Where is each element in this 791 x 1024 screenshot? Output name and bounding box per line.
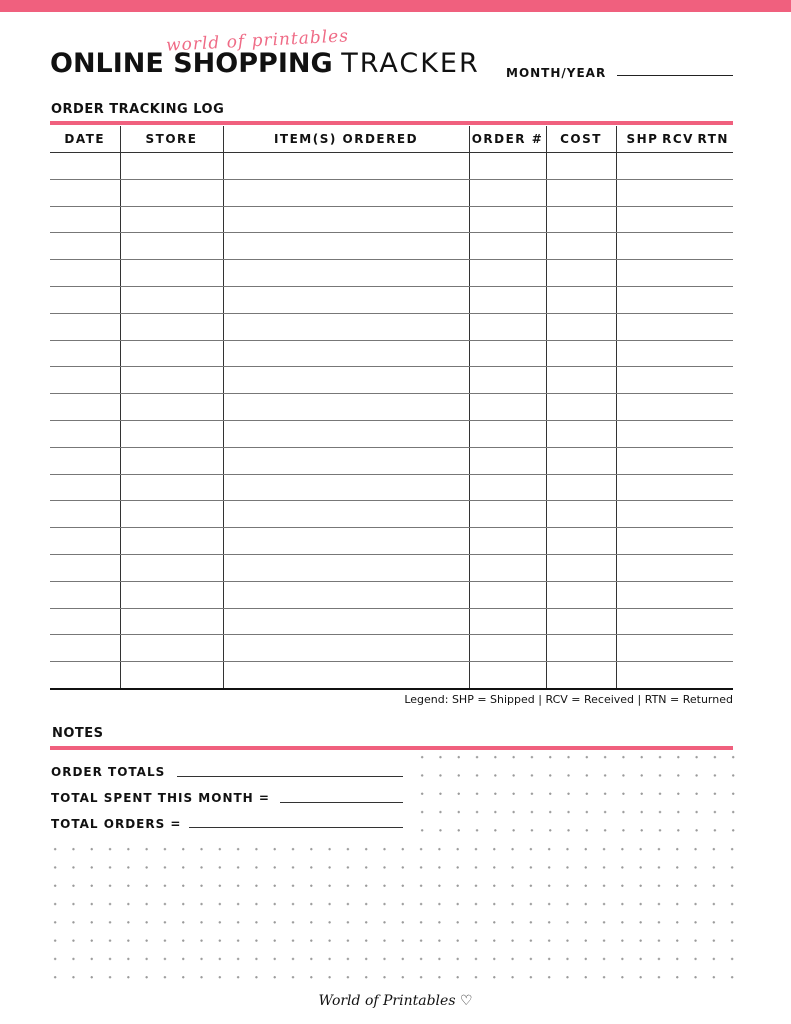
table-row [50, 528, 733, 555]
table-cell[interactable] [120, 367, 223, 394]
table-row [50, 635, 733, 662]
table-cell[interactable] [223, 554, 469, 581]
column-header-items: ITEM(S) ORDERED [223, 126, 469, 153]
table-cell[interactable] [469, 662, 546, 689]
table-cell[interactable] [546, 554, 616, 581]
table-cell[interactable] [120, 501, 223, 528]
table-cell[interactable] [546, 662, 616, 689]
table-cell[interactable] [616, 501, 733, 528]
table-cell[interactable] [469, 206, 546, 233]
table-cell[interactable] [616, 153, 733, 180]
table-cell[interactable] [546, 286, 616, 313]
table-cell[interactable] [120, 635, 223, 662]
table-cell[interactable] [616, 420, 733, 447]
table-cell[interactable] [223, 260, 469, 287]
status-header-shp: SHP [626, 132, 659, 146]
table-cell[interactable] [223, 340, 469, 367]
table-cell[interactable] [469, 153, 546, 180]
table-cell[interactable] [616, 179, 733, 206]
table-cell[interactable] [546, 394, 616, 421]
table-cell[interactable] [50, 340, 120, 367]
table-body [50, 153, 733, 689]
table-row [50, 581, 733, 608]
table-cell[interactable] [616, 554, 733, 581]
table-cell[interactable] [120, 554, 223, 581]
table-cell[interactable] [546, 260, 616, 287]
table-cell[interactable] [120, 233, 223, 260]
table-cell[interactable] [50, 286, 120, 313]
table-cell[interactable] [50, 260, 120, 287]
table-cell[interactable] [223, 662, 469, 689]
table-cell[interactable] [223, 608, 469, 635]
table-cell[interactable] [616, 394, 733, 421]
table-row [50, 286, 733, 313]
table-cell[interactable] [469, 608, 546, 635]
table-cell[interactable] [223, 367, 469, 394]
notes-heading: NOTES [52, 726, 104, 741]
table-cell[interactable] [50, 474, 120, 501]
table-cell[interactable] [223, 581, 469, 608]
table-cell[interactable] [469, 233, 546, 260]
table-row [50, 153, 733, 180]
footer-brand-logo: World of Printables ♡ [318, 993, 473, 1009]
table-cell[interactable] [50, 153, 120, 180]
table-cell[interactable] [50, 313, 120, 340]
table-cell[interactable] [120, 340, 223, 367]
table-cell[interactable] [469, 528, 546, 555]
table-cell[interactable] [120, 313, 223, 340]
table-cell[interactable] [469, 394, 546, 421]
column-header-date: DATE [50, 126, 120, 153]
total-orders-field[interactable] [189, 827, 403, 828]
table-cell[interactable] [469, 635, 546, 662]
table-cell[interactable] [223, 313, 469, 340]
table-cell[interactable] [223, 394, 469, 421]
table-cell[interactable] [120, 447, 223, 474]
table-cell[interactable] [616, 313, 733, 340]
table-cell[interactable] [616, 474, 733, 501]
table-row [50, 608, 733, 635]
table-cell[interactable] [616, 635, 733, 662]
column-header-status [616, 126, 733, 153]
table-cell[interactable] [223, 153, 469, 180]
table-cell[interactable] [469, 179, 546, 206]
table-cell[interactable] [50, 367, 120, 394]
table-cell[interactable] [50, 233, 120, 260]
table-cell[interactable] [50, 662, 120, 689]
table-cell[interactable] [546, 528, 616, 555]
table-cell[interactable] [223, 233, 469, 260]
total-spent-label: TOTAL SPENT THIS MONTH = [51, 791, 270, 805]
column-header-store: STORE [120, 126, 223, 153]
table-cell[interactable] [616, 260, 733, 287]
table-cell[interactable] [50, 528, 120, 555]
table-cell[interactable] [546, 367, 616, 394]
table-cell[interactable] [469, 554, 546, 581]
table-cell[interactable] [546, 447, 616, 474]
notes-dot-grid-upper[interactable] [413, 748, 735, 840]
table-cell[interactable] [546, 474, 616, 501]
table-cell[interactable] [616, 608, 733, 635]
table-row [50, 474, 733, 501]
table-cell[interactable] [223, 635, 469, 662]
table-cell[interactable] [469, 286, 546, 313]
table-cell[interactable] [546, 340, 616, 367]
table-cell[interactable] [223, 286, 469, 313]
order-tracking-table [50, 126, 733, 690]
table-cell[interactable] [120, 153, 223, 180]
table-cell[interactable] [50, 635, 120, 662]
table-row [50, 233, 733, 260]
total-orders-label: TOTAL ORDERS = [51, 817, 182, 831]
table-cell[interactable] [50, 420, 120, 447]
table-cell[interactable] [223, 474, 469, 501]
column-header-cost: COST [546, 126, 616, 153]
table-row [50, 447, 733, 474]
table-row [50, 367, 733, 394]
table-cell[interactable] [616, 340, 733, 367]
table-cell[interactable] [546, 233, 616, 260]
table-row [50, 394, 733, 421]
table-cell[interactable] [546, 206, 616, 233]
order-log-rule [50, 121, 733, 125]
table-cell[interactable] [120, 528, 223, 555]
table-row [50, 340, 733, 367]
table-cell[interactable] [469, 474, 546, 501]
table-cell[interactable] [469, 447, 546, 474]
table-cell[interactable] [50, 394, 120, 421]
table-cell[interactable] [546, 635, 616, 662]
table-row [50, 554, 733, 581]
table-cell[interactable] [469, 260, 546, 287]
table-cell[interactable] [223, 420, 469, 447]
total-spent-field[interactable] [280, 802, 403, 803]
table-cell[interactable] [120, 206, 223, 233]
table-cell[interactable] [546, 581, 616, 608]
table-row [50, 206, 733, 233]
table-cell[interactable] [546, 313, 616, 340]
table-cell[interactable] [546, 420, 616, 447]
order-totals-label: ORDER TOTALS [51, 765, 166, 779]
table-cell[interactable] [469, 340, 546, 367]
month-year-field[interactable] [617, 75, 733, 76]
table-cell[interactable] [223, 206, 469, 233]
table-cell[interactable] [223, 528, 469, 555]
table-cell[interactable] [616, 662, 733, 689]
table-cell[interactable] [616, 367, 733, 394]
table-cell[interactable] [546, 179, 616, 206]
status-header-rcv: RCV [662, 132, 694, 146]
table-cell[interactable] [469, 367, 546, 394]
table-cell[interactable] [120, 662, 223, 689]
order-log-heading: ORDER TRACKING LOG [51, 102, 225, 117]
table-cell[interactable] [546, 153, 616, 180]
table-cell[interactable] [120, 179, 223, 206]
table-cell[interactable] [120, 581, 223, 608]
page-title [50, 48, 480, 79]
table-cell[interactable] [50, 206, 120, 233]
table-cell[interactable] [616, 233, 733, 260]
table-cell[interactable] [223, 179, 469, 206]
top-accent-bar [0, 0, 791, 12]
month-year-label: MONTH/YEAR [506, 66, 607, 80]
table-row [50, 179, 733, 206]
status-legend: Legend: SHP = Shipped | RCV = Received | RTN = Returned [404, 693, 733, 706]
table-cell[interactable] [616, 206, 733, 233]
table-row [50, 662, 733, 689]
notes-dot-grid-lower[interactable] [46, 840, 735, 988]
table-cell[interactable] [50, 179, 120, 206]
table-cell[interactable] [120, 420, 223, 447]
table-row [50, 420, 733, 447]
table-cell[interactable] [120, 260, 223, 287]
column-header-order-number: ORDER # [469, 126, 546, 153]
table-row [50, 260, 733, 287]
table-cell[interactable] [469, 501, 546, 528]
order-totals-field[interactable] [177, 776, 403, 777]
table-cell[interactable] [50, 608, 120, 635]
table-cell[interactable] [120, 608, 223, 635]
table-row [50, 501, 733, 528]
table-cell[interactable] [616, 581, 733, 608]
status-header-rtn: RTN [697, 132, 729, 146]
table-cell[interactable] [469, 313, 546, 340]
brand-script-logo: world of printables [165, 26, 350, 56]
table-cell[interactable] [120, 474, 223, 501]
table-cell[interactable] [616, 528, 733, 555]
table-cell[interactable] [223, 447, 469, 474]
table-cell[interactable] [50, 581, 120, 608]
table-cell[interactable] [469, 581, 546, 608]
table-cell[interactable] [546, 501, 616, 528]
title-light: TRACKER [341, 48, 480, 79]
table-row [50, 313, 733, 340]
table-cell[interactable] [120, 286, 223, 313]
table-cell[interactable] [50, 447, 120, 474]
title-bold: ONLINE SHOPPING [50, 48, 333, 79]
table-cell[interactable] [546, 608, 616, 635]
table-cell[interactable] [616, 447, 733, 474]
table-cell[interactable] [616, 286, 733, 313]
table-cell[interactable] [120, 394, 223, 421]
table-cell[interactable] [469, 420, 546, 447]
table-cell[interactable] [50, 501, 120, 528]
table-header-row [50, 126, 733, 153]
table-cell[interactable] [223, 501, 469, 528]
table-cell[interactable] [50, 554, 120, 581]
